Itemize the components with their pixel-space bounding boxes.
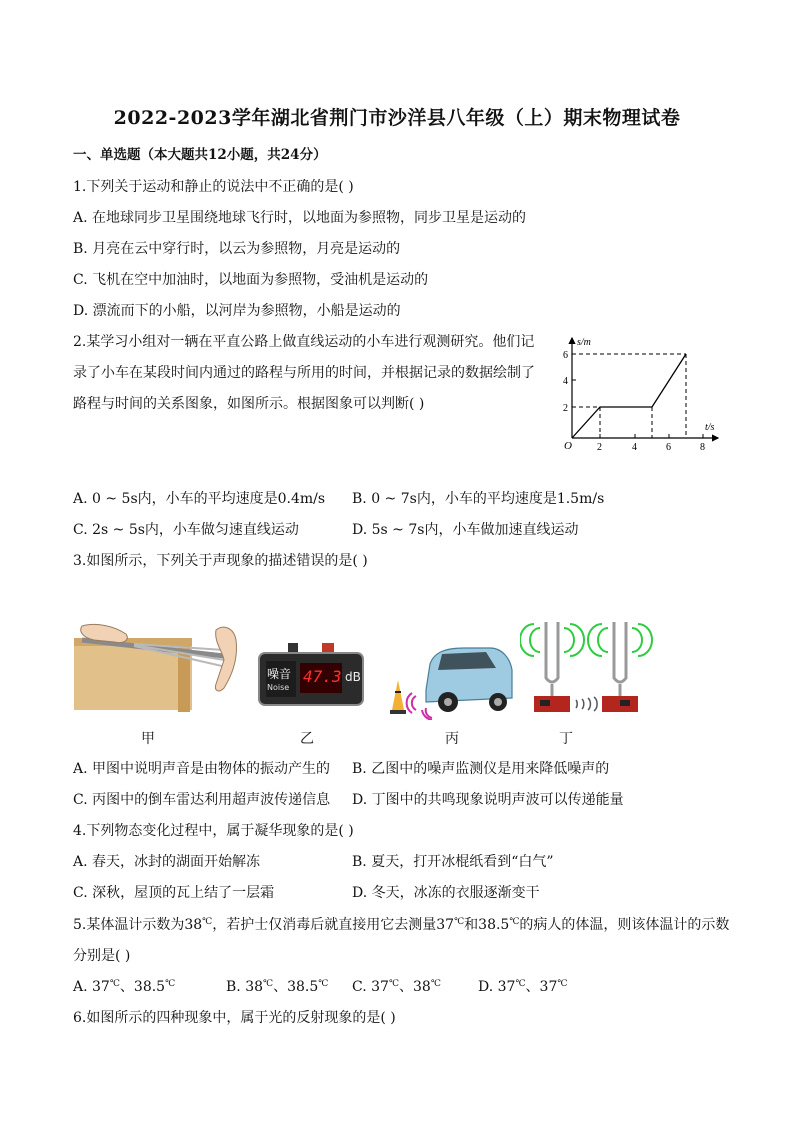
q2-stem-line1: 2.某学习小组对一辆在平直公路上做直线运动的小车进行观测研究。他们记 [73,334,535,350]
q5-option-b: B. 38℃、38.5℃ [226,979,329,995]
q2-stem-line2: 录了小车在某段时间内通过的路程与所用的时间，并根据记录的数据绘制了 [73,365,535,381]
q5-option-d: D. 37℃、37℃ [478,979,568,995]
q1-option-c: C. 飞机在空中加油时，以地面为参照物，受油机是运动的 [73,272,429,288]
q3-image-tuning-forks [520,614,660,720]
q1-option-d: D. 漂流而下的小船，以河岸为参照物，小船是运动的 [73,303,401,319]
q3-option-d: D. 丁图中的共鸣现象说明声波可以传递能量 [352,792,624,808]
meter-word: 噪音 [267,667,292,681]
y-tick-2: 2 [563,403,568,414]
y-tick-4: 4 [563,376,568,387]
q6-stem: 6.如图所示的四种现象中，属于光的反射现象的是( ) [73,1010,396,1026]
q3-option-b: B. 乙图中的噪声监测仪是用来降低噪声的 [352,761,610,777]
x-tick-4: 4 [632,442,637,453]
x-axis-label: t/s [705,422,715,433]
q3-option-a: A. 甲图中说明声音是由物体的振动产生的 [73,761,331,777]
q3-caption-yi: 乙 [300,731,314,747]
q1-option-a: A. 在地球同步卫星围绕地球飞行时，以地面为参照物，同步卫星是运动的 [73,210,527,226]
q2-option-a: A. 0 ~ 5s内，小车的平均速度是0.4m/s [73,491,326,507]
q3-caption-ding: 丁 [559,731,573,747]
q4-option-d: D. 冬天，冰冻的衣服逐渐变干 [352,885,540,901]
origin-label: O [564,440,572,452]
q2-distance-time-graph [558,330,728,455]
unit-celsius: ℃ [202,917,213,927]
q4-stem: 4.下列物态变化过程中，属于凝华现象的是( ) [73,823,354,839]
q2-option-b: B. 0 ~ 7s内，小车的平均速度是1.5m/s [352,491,605,507]
y-tick-6: 6 [563,350,568,361]
meter-value: 47.3 [303,667,342,686]
q3-image-ruler-vibration [74,620,240,715]
q5-stem: 5.某体温计示数为38℃，若护士仅消毒后就直接用它去测量37℃和38.5℃的病人的体温，则该体温计的示数 [73,917,730,933]
q3-caption-jia: 甲 [141,731,155,747]
s-t-line [572,354,686,438]
q3-caption-bing: 丙 [445,731,459,747]
q4-option-c: C. 深秋，屋顶的瓦上结了一层霜 [73,885,275,901]
q4-option-a: A. 春天，冰封的湖面开始解冻 [73,854,261,870]
x-tick-6: 6 [666,442,671,453]
q4-option-b: B. 夏天，打开冰棍纸看到“白气” [352,854,554,870]
y-axis-label: s/m [577,337,591,348]
meter-sub: Noise [267,683,290,692]
q3-image-reversing-radar-car [386,640,514,720]
q2-option-d: D. 5s ~ 7s内，小车做加速直线运动 [352,522,579,538]
section-heading: 一、单选题（本大题共12小题，共24分） [73,147,327,163]
q1-stem: 1.下列关于运动和静止的说法中不正确的是( ) [73,179,354,195]
q3-image-noise-meter [258,643,364,707]
q3-stem: 3.如图所示，下列关于声现象的描述错误的是( ) [73,553,368,569]
q5-option-c: C. 37℃、38℃ [352,979,441,995]
q5-stem-line2: 分别是( ) [73,948,131,964]
x-tick-8: 8 [700,442,705,453]
x-tick-2: 2 [597,442,602,453]
meter-unit: dB [345,670,361,684]
q1-option-b: B. 月亮在云中穿行时，以云为参照物，月亮是运动的 [73,241,401,257]
q2-stem-line3: 路程与时间的关系图象，如图所示。根据图象可以判断( ) [73,396,425,412]
q5-option-a: A. 37℃、38.5℃ [73,979,176,995]
q2-option-c: C. 2s ~ 5s内，小车做匀速直线运动 [73,522,299,538]
page-title: 2022-2023学年湖北省荆门市沙洋县八年级（上）期末物理试卷 [113,107,681,129]
q3-option-c: C. 丙图中的倒车雷达利用超声波传递信息 [73,792,331,808]
